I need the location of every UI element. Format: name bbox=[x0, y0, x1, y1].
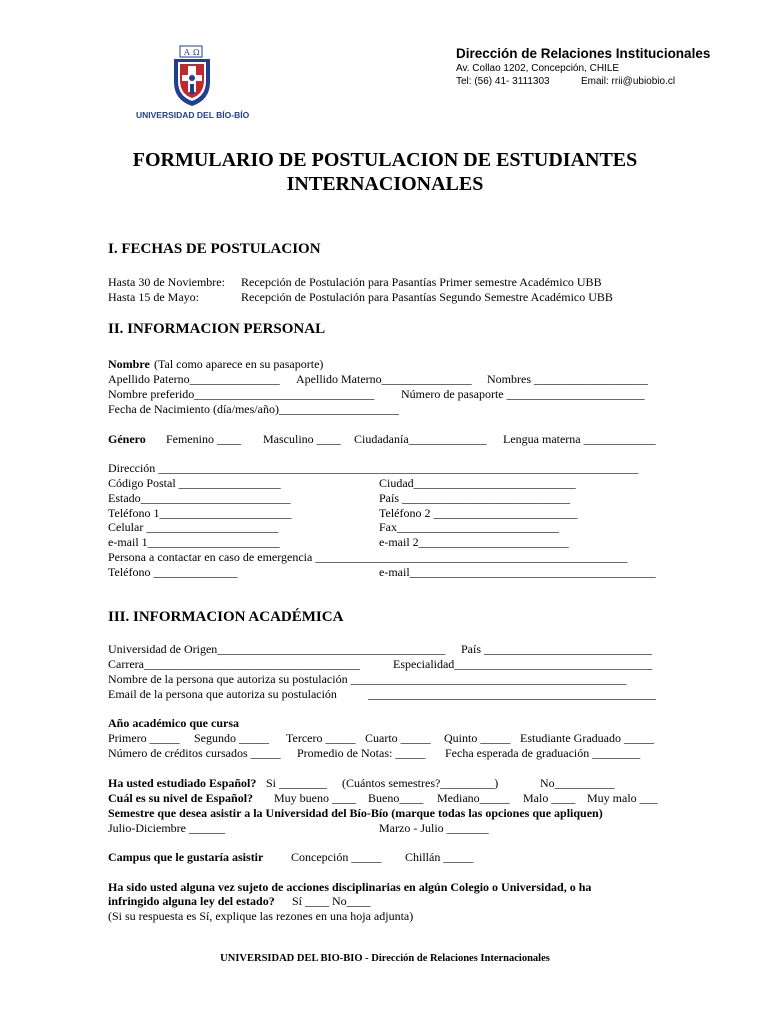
celular-field[interactable]: Celular ______________________ bbox=[108, 520, 279, 534]
fecha-graduacion-field[interactable]: Fecha esperada de graduación ________ bbox=[445, 746, 641, 760]
graduado-field[interactable]: Estudiante Graduado _____ bbox=[520, 731, 654, 745]
university-crest-icon bbox=[136, 44, 248, 110]
concepcion-field[interactable]: Concepción _____ bbox=[291, 850, 382, 864]
muy-bueno-field[interactable]: Muy bueno ____ bbox=[274, 791, 356, 805]
section1-heading: I. FECHAS DE POSTULACION bbox=[108, 241, 321, 257]
emergencia-field[interactable]: Persona a contactar en caso de emergencia ____________________________________________________ bbox=[108, 550, 628, 564]
julio-field[interactable]: Julio-Diciembre ______ bbox=[108, 821, 225, 835]
autoriza-email-label: Email de la persona que autoriza su postulación bbox=[108, 687, 337, 701]
cuarto-field[interactable]: Cuarto _____ bbox=[365, 731, 431, 745]
email1-field[interactable]: e-mail 1______________________ bbox=[108, 535, 280, 549]
autoriza-email-field[interactable]: ________________________________________________ bbox=[368, 687, 656, 701]
pais-origen-field[interactable]: País ____________________________ bbox=[461, 642, 653, 656]
genero-label: Género bbox=[108, 432, 146, 446]
promedio-field[interactable]: Promedio de Notas: _____ bbox=[297, 746, 426, 760]
org-address: Av. Collao 1202, Concepción, CHILE bbox=[456, 63, 620, 74]
carrera-field[interactable]: Carrera____________________________________ bbox=[108, 657, 360, 671]
mediano-field[interactable]: Mediano_____ bbox=[437, 791, 510, 805]
svg-text:A: A bbox=[184, 48, 190, 57]
muy-malo-field[interactable]: Muy malo ___ bbox=[587, 791, 658, 805]
disciplina-question-line1: Ha sido usted alguna vez sujeto de acciones disciplinarias en algún Colegio o Universidad, o ha bbox=[108, 880, 592, 894]
nivel-question: Cuál es su nivel de Español? bbox=[108, 791, 254, 805]
form-title-line1: FORMULARIO DE POSTULACION DE ESTUDIANTES bbox=[132, 149, 638, 171]
quinto-field[interactable]: Quinto _____ bbox=[444, 731, 511, 745]
deadline-label-1: Hasta 30 de Noviembre: bbox=[108, 275, 225, 289]
creditos-field[interactable]: Número de créditos cursados _____ bbox=[108, 746, 281, 760]
disciplina-question-line2: infringido alguna ley del estado? bbox=[108, 894, 275, 908]
deadline-label-2: Hasta 15 de Mayo: bbox=[108, 290, 199, 304]
numero-pasaporte-field[interactable]: Número de pasaporte _______________________ bbox=[401, 387, 645, 401]
tercero-field[interactable]: Tercero _____ bbox=[286, 731, 356, 745]
section2-heading: II. INFORMACION PERSONAL bbox=[108, 321, 326, 337]
nombres-field[interactable]: Nombres ___________________ bbox=[487, 372, 648, 386]
university-logo bbox=[136, 44, 248, 124]
semestres-field[interactable]: (Cuántos semestres?_________) bbox=[342, 776, 499, 790]
fecha-nacimiento-field[interactable]: Fecha de Nacimiento (día/mes/año)____________________ bbox=[108, 402, 399, 416]
codigo-postal-field[interactable]: Código Postal _________________ bbox=[108, 476, 281, 490]
ciudadania-field[interactable]: Ciudadanía_____________ bbox=[354, 432, 487, 446]
page-footer: UNIVERSIDAD DEL BIO-BIO - Dirección de Relaciones Internacionales bbox=[220, 953, 550, 964]
org-phone: Tel: (56) 41- 3111303 bbox=[456, 76, 550, 87]
telefono1-field[interactable]: Teléfono 1______________________ bbox=[108, 506, 292, 520]
deadline-text-1: Recepción de Postulación para Pasantías Primer semestre Académico UBB bbox=[241, 275, 602, 289]
deadline-text-2: Recepción de Postulación para Pasantías Segundo Semestre Académico UBB bbox=[241, 290, 613, 304]
chillan-field[interactable]: Chillán _____ bbox=[405, 850, 474, 864]
segundo-field[interactable]: Segundo _____ bbox=[194, 731, 269, 745]
org-title: Dirección de Relaciones Institucionales bbox=[456, 46, 711, 61]
email2-field[interactable]: e-mail 2_________________________ bbox=[379, 535, 569, 549]
fax-field[interactable]: Fax___________________________ bbox=[379, 520, 559, 534]
malo-field[interactable]: Malo ____ bbox=[523, 791, 576, 805]
masculino-field[interactable]: Masculino ____ bbox=[263, 432, 341, 446]
form-title-line2: INTERNACIONALES bbox=[286, 173, 484, 195]
nombre-label: Nombre bbox=[108, 357, 150, 371]
bueno-field[interactable]: Bueno____ bbox=[368, 791, 424, 805]
nombre-hint: (Tal como aparece en su pasaporte) bbox=[154, 357, 324, 371]
pais-field[interactable]: País ____________________________ bbox=[379, 491, 571, 505]
direccion-field[interactable]: Dirección ________________________________________________________________________________ bbox=[108, 461, 639, 475]
lengua-materna-field[interactable]: Lengua materna ____________ bbox=[503, 432, 656, 446]
anio-label: Año académico que cursa bbox=[108, 716, 239, 730]
nombre-preferido-field[interactable]: Nombre preferido______________________________ bbox=[108, 387, 375, 401]
telefono-emergencia-field[interactable]: Teléfono ______________ bbox=[108, 565, 238, 579]
telefono2-field[interactable]: Teléfono 2 ________________________ bbox=[379, 506, 578, 520]
email-emergencia-field[interactable]: e-mail_________________________________________ bbox=[379, 565, 656, 579]
disciplina-note: (Si su respuesta es Sí, explique las rezones en una hoja adjunta) bbox=[108, 909, 414, 923]
org-email: Email: rrii@ubiobio.cl bbox=[581, 76, 676, 87]
campus-question: Campus que le gustaría asistir bbox=[108, 850, 264, 864]
semestre-question: Semestre que desea asistir a la Universidad del Bío-Bío (marque todas las opciones que apliquen) bbox=[108, 806, 603, 820]
logo-text: UNIVERSIDAD DEL BÍO-BÍO bbox=[136, 110, 250, 120]
disciplina-options[interactable]: Sí ____ No____ bbox=[292, 894, 371, 908]
apellido-materno-field[interactable]: Apellido Materno_______________ bbox=[296, 372, 472, 386]
espanol-no-field[interactable]: No__________ bbox=[540, 776, 615, 790]
marzo-field[interactable]: Marzo - Julio _______ bbox=[379, 821, 489, 835]
especialidad-field[interactable]: Especialidad_________________________________ bbox=[393, 657, 653, 671]
estado-field[interactable]: Estado_________________________ bbox=[108, 491, 291, 505]
ciudad-field[interactable]: Ciudad___________________________ bbox=[379, 476, 576, 490]
autoriza-nombre-field[interactable]: Nombre de la persona que autoriza su postulación ______________________________________________ bbox=[108, 672, 627, 686]
svg-text:Ω: Ω bbox=[193, 48, 200, 57]
primero-field[interactable]: Primero _____ bbox=[108, 731, 180, 745]
section3-heading: III. INFORMACION ACADÉMICA bbox=[108, 609, 344, 625]
universidad-field[interactable]: Universidad de Origen______________________________________ bbox=[108, 642, 446, 656]
espanol-question: Ha usted estudiado Español? bbox=[108, 776, 257, 790]
espanol-si-field[interactable]: Si ________ bbox=[266, 776, 328, 790]
apellido-paterno-field[interactable]: Apellido Paterno_______________ bbox=[108, 372, 280, 386]
femenino-field[interactable]: Femenino ____ bbox=[166, 432, 241, 446]
